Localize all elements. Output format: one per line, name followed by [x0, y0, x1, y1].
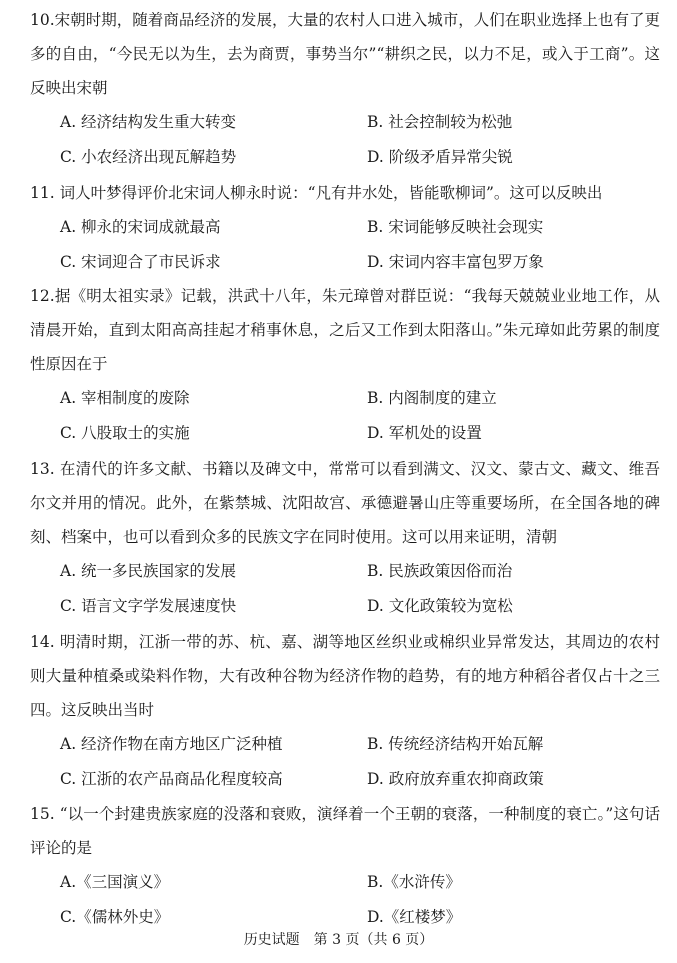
option-d: D. 政府放弃重农抑商政策	[367, 770, 544, 788]
option-d: D. 文化政策较为宽松	[367, 597, 513, 615]
options-row	[30, 589, 660, 624]
option-a: A. 宰相制度的废除	[60, 389, 190, 407]
options-row	[30, 416, 660, 451]
options-row	[30, 727, 660, 762]
options-row	[30, 865, 660, 900]
option-b: B. 社会控制较为松弛	[367, 113, 513, 131]
question-12	[30, 279, 660, 451]
options-row	[30, 210, 660, 245]
option-b: B. 民族政策因俗而治	[367, 562, 513, 580]
option-c: C.《儒林外史》	[60, 908, 170, 926]
question-stem: 15. “以一个封建贵族家庭的没落和衰败，演绎着一个王朝的衰落，一种制度的衰亡。”这句话评论的是	[30, 805, 660, 857]
question-14	[30, 625, 660, 797]
question-stem: 12.据《明太祖实录》记载，洪武十八年，朱元璋曾对群臣说：“我每天兢兢业业地工作，从清晨开始，直到太阳高高挂起才稍事休息，之后又工作到太阳落山。”朱元璋如此劳累的制度性原因在于	[30, 287, 660, 373]
option-a: A. 统一多民族国家的发展	[60, 562, 237, 580]
option-c: C. 宋词迎合了市民诉求	[60, 253, 221, 271]
question-stem: 13. 在清代的许多文献、书籍以及碑文中，常常可以看到满文、汉文、蒙古文、藏文、维吾尔文并用的情况。此外，在紫禁城、沈阳故宫、承德避暑山庄等重要场所，在全国各地的碑刻、档案中，也可以看到众多的民族文字在同时使用。这可以用来证明，清朝	[30, 460, 660, 546]
option-a: A.《三国演义》	[60, 873, 170, 891]
question-13	[30, 452, 660, 624]
question-stem: 14. 明清时期，江浙一带的苏、杭、嘉、湖等地区丝织业或棉织业异常发达，其周边的农村则大量种植桑或染料作物，大有改种谷物为经济作物的趋势，有的地方种稻谷者仅占十之三四。这反映出当时	[30, 633, 660, 719]
options-row	[30, 762, 660, 797]
question-stem: 11. 词人叶梦得评价北宋词人柳永时说：“凡有井水处，皆能歌柳词”。这可以反映出	[30, 184, 603, 202]
option-b: B. 宋词能够反映社会现实	[367, 218, 544, 236]
option-b: B. 传统经济结构开始瓦解	[367, 735, 544, 753]
option-b: B.《水浒传》	[367, 873, 461, 891]
options-row	[30, 381, 660, 416]
option-c: C. 语言文字学发展速度快	[60, 597, 237, 615]
option-a: A. 柳永的宋词成就最高	[60, 218, 221, 236]
option-d: D.《红楼梦》	[367, 908, 462, 926]
option-d: D. 宋词内容丰富包罗万象	[367, 253, 544, 271]
option-a: A. 经济作物在南方地区广泛种植	[60, 735, 283, 753]
options-row	[30, 554, 660, 589]
question-stem: 10.宋朝时期，随着商品经济的发展，大量的农村人口进入城市，人们在职业选择上也有了更多的自由，“今民无以为生，去为商贾，事势当尔”“耕织之民，以力不足，或入于工商”。这反映出宋朝	[30, 11, 660, 97]
options-row	[30, 105, 660, 140]
option-b: B. 内阁制度的建立	[367, 389, 497, 407]
options-row	[30, 245, 660, 280]
option-a: A. 经济结构发生重大转变	[60, 113, 237, 131]
page-footer: 历史试题 第 3 页（共 6 页）	[243, 932, 434, 948]
option-d: D. 军机处的设置	[367, 424, 482, 442]
question-10	[30, 3, 660, 175]
option-c: C. 江浙的农产品商品化程度较高	[60, 770, 283, 788]
question-11	[30, 176, 660, 280]
option-d: D. 阶级矛盾异常尖锐	[367, 148, 513, 166]
option-c: C. 八股取士的实施	[60, 424, 190, 442]
option-c: C. 小农经济出现瓦解趋势	[60, 148, 237, 166]
options-row	[30, 140, 660, 175]
question-15	[30, 797, 660, 935]
